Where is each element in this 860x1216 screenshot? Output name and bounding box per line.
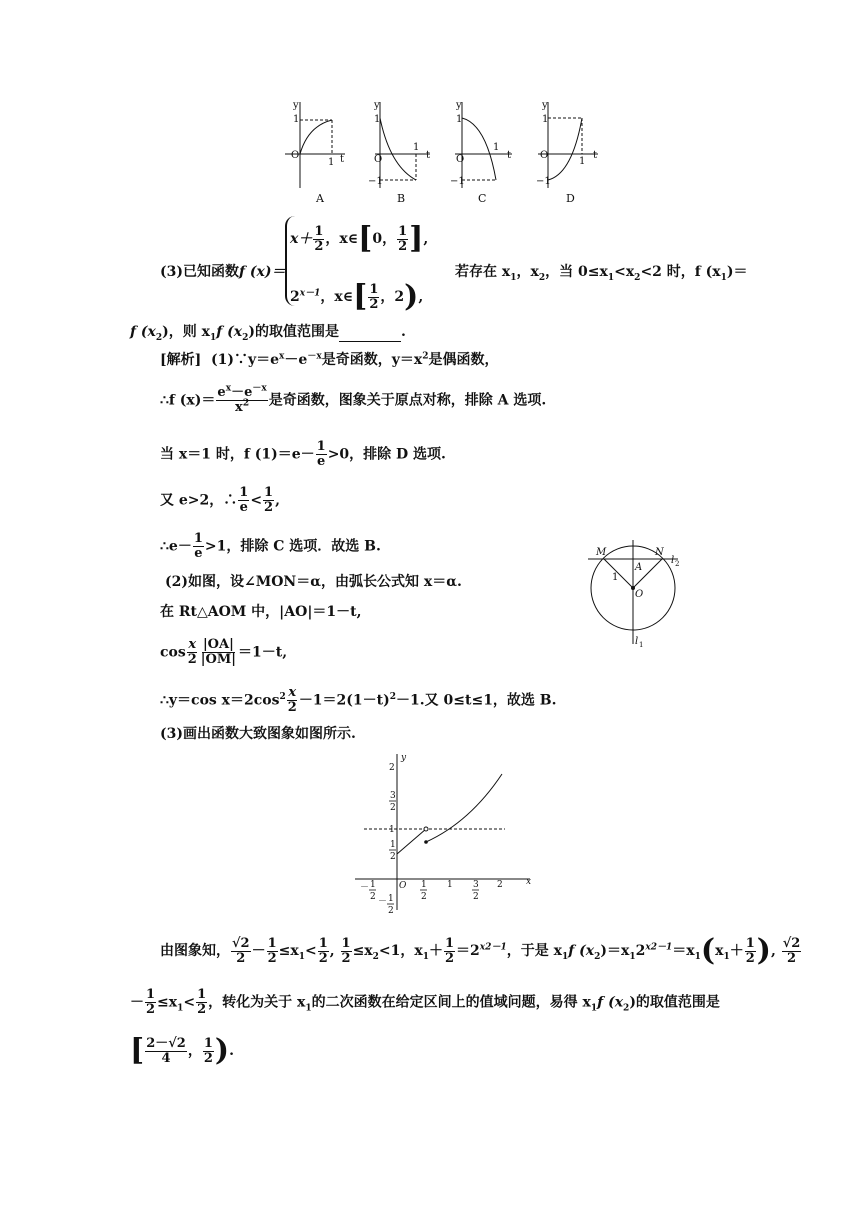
svg-text:l: l (671, 555, 675, 566)
svg-text:3: 3 (473, 880, 479, 890)
svg-text:1: 1 (374, 114, 381, 125)
svg-text:O: O (374, 154, 383, 165)
svg-text:N: N (655, 547, 664, 558)
svg-text:2: 2 (675, 560, 680, 568)
svg-text:2: 2 (497, 880, 503, 890)
function-graph (350, 750, 540, 915)
solution-line-2: ∴f (x)＝ $\frac{e^x-e^{-x}}{x^2}$ 是奇函数，图象关于原点对称，排除 A 选项. (160, 383, 547, 415)
svg-text:－: － (360, 883, 370, 893)
solution-part2-d: ∴y＝cos $x=2\cos^2$ $\frac{x}{2}$ $-1=2(1-t)^2-1$.又 0≤t≤1，故选 B. (160, 685, 557, 715)
svg-text:M: M (596, 547, 607, 558)
svg-text:1: 1 (456, 114, 463, 125)
svg-text:3: 3 (390, 791, 396, 801)
svg-text:1: 1 (388, 894, 394, 904)
svg-text:1: 1 (421, 880, 427, 890)
svg-text:1: 1 (639, 641, 644, 649)
svg-text:2: 2 (421, 892, 427, 902)
piecewise-case2: $2^{x-1}$，x∈[ $\frac{1}{2}$ ，2), (290, 279, 424, 314)
conclusion-line-3: [ $\frac{2-√2}{4}$ ， $\frac{1}{2}$ ). (130, 1033, 234, 1068)
svg-text:t: t (426, 150, 431, 161)
option-label-d: D (566, 192, 575, 205)
svg-text:y: y (401, 753, 407, 763)
svg-text:−1: −1 (450, 176, 465, 187)
svg-text:t: t (340, 154, 345, 165)
svg-text:O: O (291, 150, 300, 161)
svg-text:2: 2 (473, 892, 479, 902)
svg-text:x: x (526, 877, 532, 887)
solution-part2-b: 在 Rt△AOM 中，|AO|＝1－t, (160, 604, 362, 620)
svg-text:t: t (593, 150, 598, 161)
svg-text:O: O (635, 589, 644, 600)
conclusion-line-1: 由图象知， $\frac{√2}{2}$ － $\frac{1}{2}$ $\le x_1<$ $\frac{1}{2}$ , $\frac{1}{2}$ $\le x_2<1$，$x_1+$ $\frac{1}{2}$ $=2^{x2-1}$，于是 $x_1f$ $(x_2)=x_12^{x2-1}=x_1(x_1+$ $\frac{1}{2}$ ), $\frac{√2}{2}$ (160, 933, 801, 968)
svg-text:1: 1 (413, 142, 420, 153)
svg-text:y: y (374, 100, 380, 111)
svg-text:t: t (507, 150, 512, 161)
option-graphs (280, 96, 610, 210)
answer-blank (339, 327, 401, 342)
svg-text:2: 2 (370, 892, 376, 902)
svg-text:l: l (635, 636, 639, 647)
svg-text:1: 1 (493, 142, 500, 153)
circle-figure (588, 540, 688, 650)
svg-text:O: O (456, 154, 465, 165)
q3-prefix: (3)已知函数f (x)＝ (160, 264, 286, 280)
svg-text:y: y (456, 100, 462, 111)
solution-part2-a: (2)如图，设∠MON＝α，由弧长公式知 x＝α. (165, 574, 462, 590)
option-label-a: A (316, 192, 324, 205)
option-label-c: C (478, 192, 487, 205)
svg-text:A: A (635, 562, 643, 573)
solution-line-5: ∴e－ $\frac{1}{e}$ >1，排除 C 选项．故选 B. (160, 531, 381, 561)
svg-text:1: 1 (447, 880, 453, 890)
svg-text:1: 1 (328, 157, 335, 168)
svg-text:1: 1 (579, 156, 586, 167)
solution-line-1: [解析] $(1)\because y=e^x-e^{-x}$是奇函数，$y=x^2$是偶函数， (160, 351, 499, 368)
graph-a-y: y (293, 100, 299, 111)
svg-text:2: 2 (388, 906, 394, 915)
svg-text:2: 2 (390, 803, 396, 813)
svg-text:1: 1 (542, 114, 549, 125)
svg-text:1: 1 (390, 840, 396, 850)
q3-condition: 若存在 $x_1$，$x_2$，当 $0\le x_1<x_2<2$ 时，f $(x_1)=$ (455, 264, 748, 283)
svg-text:1: 1 (370, 880, 376, 890)
solution-part2-c: cos $\frac{x}{2}$ $\frac{|OA|}{|OM|}$ ＝1－t, (160, 637, 288, 667)
q3-line2: f $(x_2)$，则 $x_1f$ $(x_2)$的取值范围是 . (130, 324, 406, 343)
option-label-b: B (397, 192, 406, 205)
solution-line-4: 又 e>2，∴ $\frac{1}{e}$ < $\frac{1}{2}$ , (160, 485, 280, 515)
solution-line-3: 当 x＝1 时，f (1)＝e－ $\frac{1}{e}$ >0，排除 D 选项. (160, 439, 446, 469)
svg-text:2: 2 (390, 852, 396, 862)
svg-text:－: － (378, 897, 388, 907)
svg-text:1: 1 (612, 572, 619, 583)
svg-text:1: 1 (293, 114, 300, 125)
svg-text:1: 1 (389, 825, 395, 835)
piecewise-case1: x＋ $\frac{1}{2}$ ，x∈[0， $\frac{1}{2}$ ], (290, 221, 429, 256)
svg-text:y: y (542, 100, 548, 111)
svg-text:−1: −1 (368, 176, 383, 187)
conclusion-line-2: － $\frac{1}{2}$ $\le x_1<$ $\frac{1}{2}$ ，转化为关于 $x_1$的二次函数在给定区间上的值域问题，易得 $x_1f$ $(x_2)$的取值范围是 (130, 987, 720, 1017)
svg-text:2: 2 (389, 763, 395, 773)
svg-text:−1: −1 (536, 176, 551, 187)
svg-text:O: O (399, 881, 407, 891)
svg-text:O: O (540, 150, 549, 161)
solution-part3-intro: (3)画出函数大致图象如图所示. (160, 726, 356, 742)
